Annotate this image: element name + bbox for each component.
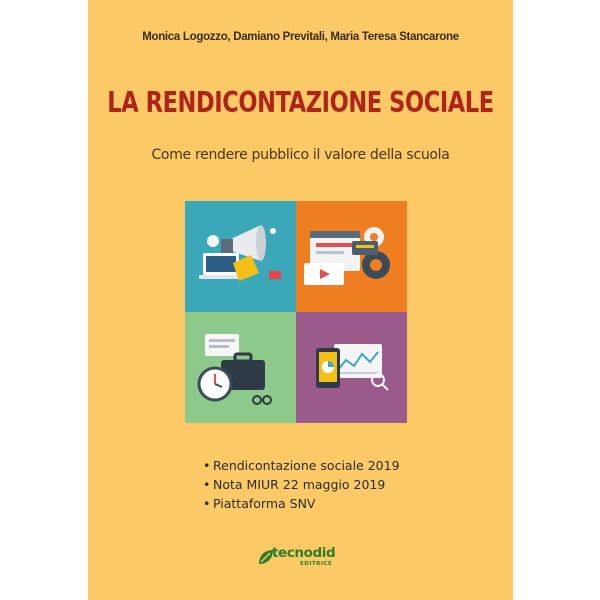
bullet-dot: • <box>203 477 211 492</box>
book-title: LA RENDICONTAZIONE SOCIALE <box>107 86 494 120</box>
illustration-tile <box>296 312 407 423</box>
illustration-tile <box>185 201 296 312</box>
bullet-dot: • <box>203 496 211 511</box>
list-item-label: Rendicontazione sociale 2019 <box>213 458 400 473</box>
publisher-logo <box>256 545 356 575</box>
megaphone-laptop-icon <box>185 201 296 312</box>
illustration-grid <box>185 201 407 423</box>
publisher-name: tecnodid <box>272 545 336 561</box>
authors: Monica Logozzo, Damiano Previtali, Maria Teresa Stancarone <box>142 31 459 43</box>
browser-gears-icon <box>296 201 407 312</box>
illustration-tile <box>185 312 296 423</box>
book-cover <box>88 0 513 600</box>
list-item-label: Piattaforma SNV <box>213 496 316 511</box>
list-item <box>203 494 400 513</box>
list-item <box>203 456 400 475</box>
bullet-list <box>203 456 400 513</box>
tablet-chart-icon <box>296 312 407 423</box>
list-item <box>203 475 400 494</box>
illustration-tile <box>296 201 407 312</box>
bullet-dot: • <box>203 458 211 473</box>
clock-briefcase-icon <box>185 312 296 423</box>
publisher-subtitle: EDITRICE <box>300 561 333 567</box>
list-item-label: Nota MIUR 22 maggio 2019 <box>213 477 386 492</box>
book-subtitle: Come rendere pubblico il valore della scuola <box>151 147 450 163</box>
